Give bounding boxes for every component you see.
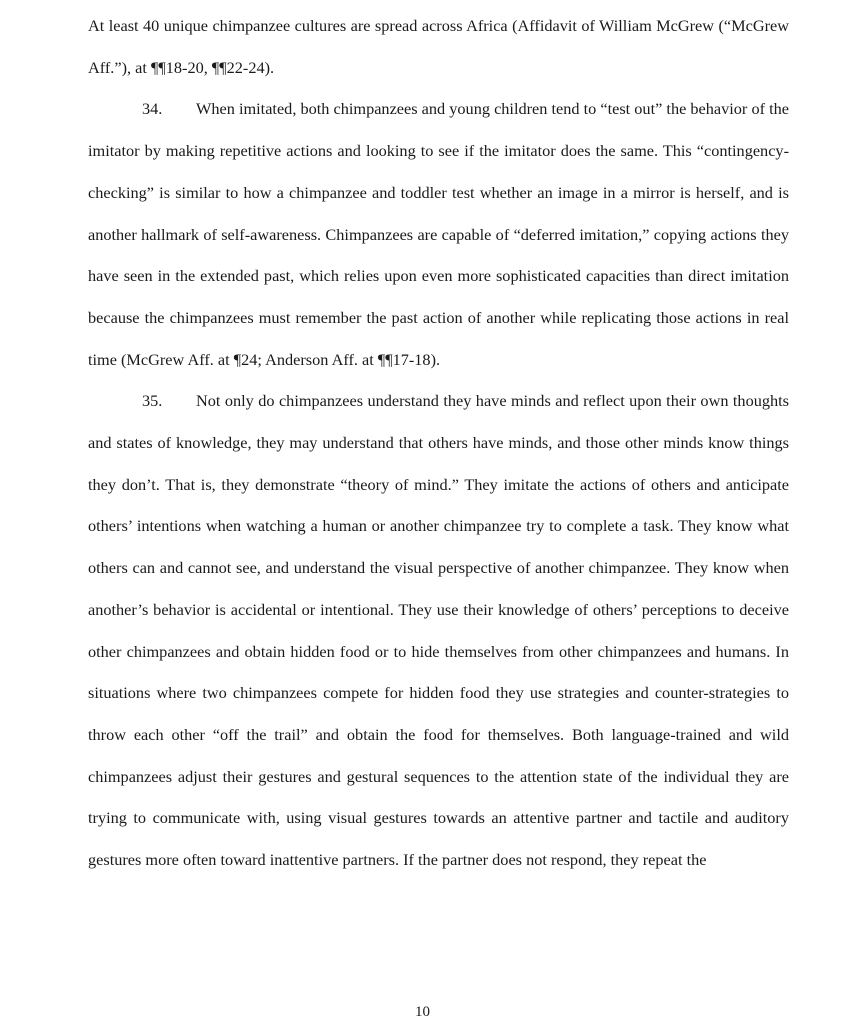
paragraph-text: When imitated, both chimpanzees and young children tend to “test out” the behavior of the imitator by making repetitive actions and looking to see if the imitator does the same. This “contingency-checking” is similar to how a chimpanzee and toddler test whether an image in a mirror is herself, and is another hallmark of self-awareness. Chimpanzees are capable of “deferred imitation,” copying actions they have seen in the extended past, which relies upon even more sophisticated capacities than direct imitation because the chimpanzees must remember the past action of another while replicating those actions in real time (McGrew Aff. at ¶24; Anderson Aff. at ¶¶17-18).: [88, 99, 789, 369]
paragraph-35: [88, 380, 789, 880]
paragraph-number: 34.: [142, 99, 163, 119]
paragraph-34: [88, 88, 789, 380]
paragraph-text: Not only do chimpanzees understand they have minds and reflect upon their own thoughts and states of knowledge, they may understand that others have minds, and those other minds know things they don’t. That is, they demonstrate “theory of mind.” They imitate the actions of others and anticipate others’ intentions when watching a human or another chimpanzee try to complete a task. They know what others can and cannot see, and understand the visual perspective of another chimpanzee. They know when another’s behavior is accidental or intentional. They use their knowledge of others’ perceptions to deceive other chimpanzees and obtain hidden food or to hide themselves from other chimpanzees and humans. In situations where two chimpanzees compete for hidden food they use strategies and counter-strategies to throw each other “off the trail” and obtain the food for themselves. Both language-trained and wild chimpanzees adjust their gestures and gestural sequences to the attention state of the individual they are trying to communicate with, using visual gestures towards an attentive partner and tactile and auditory gestures more often toward inattentive partners. If the partner does not respond, they repeat the: [88, 391, 789, 870]
continued-paragraph: At least 40 unique chimpanzee cultures are spread across Africa (Affidavit of William McGrew (“McGrew Aff.”), at ¶¶18-20, ¶¶22-24).: [88, 16, 789, 77]
paragraph-number: 35.: [142, 391, 163, 411]
body-text: [88, 5, 789, 881]
page-number: 10: [415, 1004, 430, 1020]
